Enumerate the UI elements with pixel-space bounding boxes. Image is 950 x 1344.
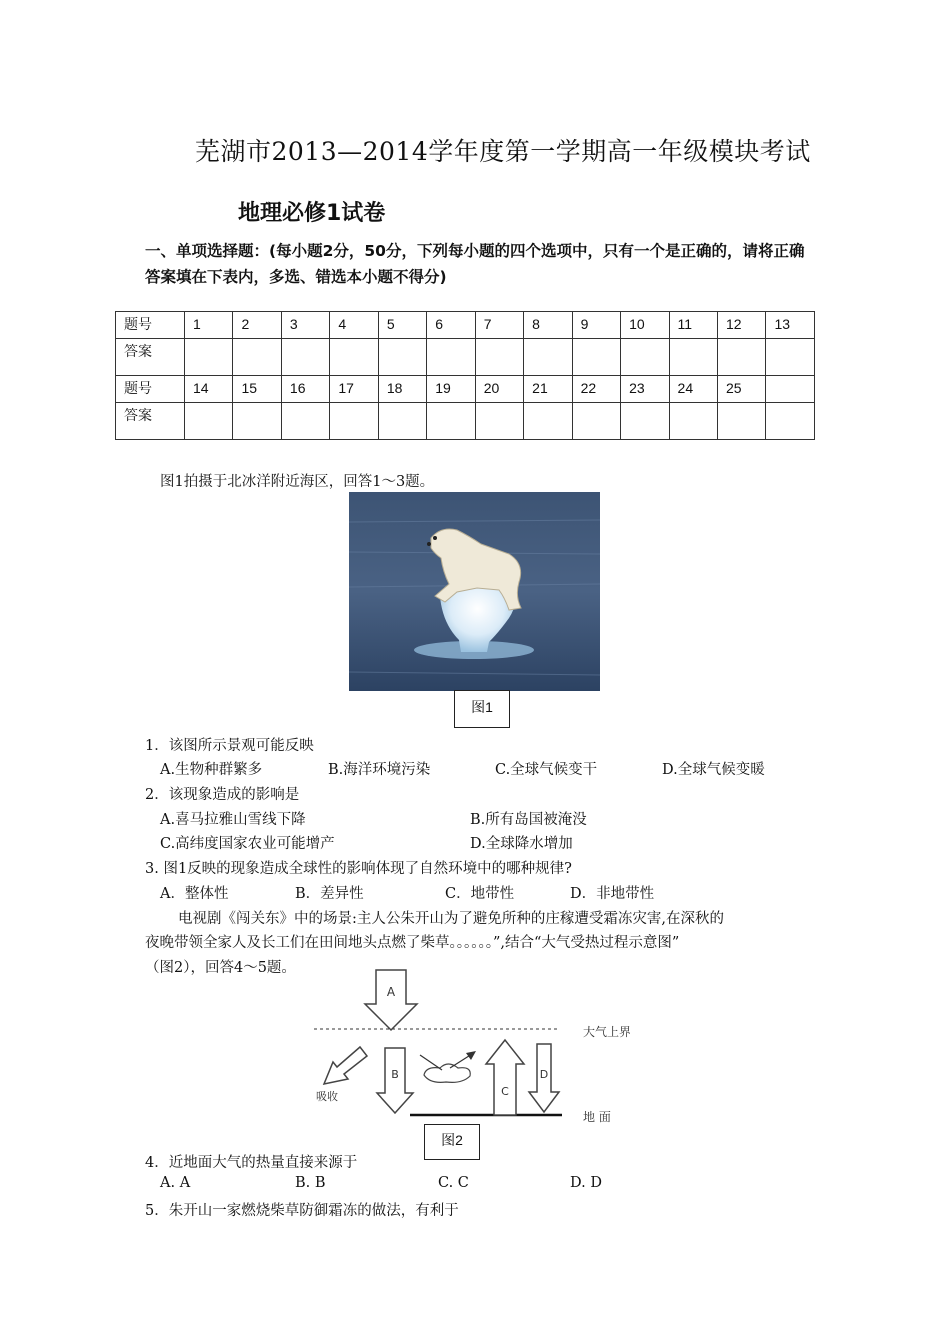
question-1-option-a[interactable]: A.生物种群繁多 (160, 762, 263, 778)
polar-bear-photo (349, 492, 600, 691)
exam-title: 芜湖市2013—2014学年度第一学期高一年级模块考试 (195, 137, 811, 166)
question-number-cell: 7 (475, 312, 523, 339)
table-row-answers-1 (116, 339, 815, 376)
arrow-d (529, 1044, 559, 1112)
question-4-option-b[interactable]: B. B (295, 1175, 326, 1191)
question-number-cell: 10 (621, 312, 669, 339)
figure-1-caption: 图1 (454, 690, 510, 728)
section-1-instructions: 一、单项选择题：(每小题2分，50分，下列每小题的四个选项中，只有一个是正确的，请将正确答案填在下表内，多选、错选本小题不得分) (145, 242, 805, 286)
question-number-cell: 21 (524, 376, 572, 403)
answer-cell[interactable] (621, 339, 669, 376)
answer-cell[interactable] (717, 339, 765, 376)
question-number-cell: 5 (378, 312, 426, 339)
question-number-cell: 3 (281, 312, 329, 339)
row-label-question: 题号 (116, 312, 185, 339)
passage-line-2: 夜晚带领全家人及长工们在田间地头点燃了柴草。。。。。。”,结合“大气受热过程示意图” (145, 935, 680, 951)
answer-cell[interactable] (233, 403, 281, 440)
answer-cell[interactable] (669, 403, 717, 440)
question-number-cell: 13 (766, 312, 815, 339)
answer-cell[interactable] (766, 403, 815, 440)
passage-line-1: 电视剧《闯关东》中的场景:主人公朱开山为了避免所种的庄稼遭受霜冻灾害,在深秋的 (178, 911, 724, 927)
answer-cell[interactable] (621, 403, 669, 440)
question-number-cell: 25 (717, 376, 765, 403)
answer-cell[interactable] (185, 403, 233, 440)
answer-cell[interactable] (766, 339, 815, 376)
answer-cell[interactable] (185, 339, 233, 376)
answer-cell[interactable] (378, 339, 426, 376)
question-5-stem: 5．朱开山一家燃烧柴草防御霜冻的做法，有利于 (145, 1203, 459, 1219)
question-1-option-c[interactable]: C.全球气候变干 (495, 762, 598, 778)
answer-cell[interactable] (427, 403, 475, 440)
answer-cell[interactable] (524, 339, 572, 376)
question-3-option-c[interactable]: C．地带性 (445, 886, 515, 902)
question-number-cell: 6 (427, 312, 475, 339)
question-number-cell: 18 (378, 376, 426, 403)
ground-label: 地 面 (583, 1110, 611, 1124)
row-label-answer: 答案 (116, 403, 185, 440)
question-3-option-a[interactable]: A．整体性 (160, 886, 229, 902)
question-number-cell: 20 (475, 376, 523, 403)
question-1-stem: 1．该图所示景观可能反映 (145, 738, 314, 754)
question-number-cell (766, 376, 815, 403)
question-4-stem: 4．近地面大气的热量直接来源于 (145, 1155, 358, 1171)
arrow-d-label: D (539, 1068, 549, 1081)
question-1-option-d[interactable]: D.全球气候变暖 (662, 762, 765, 778)
arrow-b-label: B (391, 1068, 399, 1081)
answer-cell[interactable] (572, 339, 620, 376)
cloud-icon (424, 1064, 470, 1082)
answer-cell[interactable] (669, 339, 717, 376)
question-number-cell: 19 (427, 376, 475, 403)
question-4-option-d[interactable]: D. D (570, 1175, 602, 1191)
answer-cell[interactable] (524, 403, 572, 440)
answer-cell[interactable] (233, 339, 281, 376)
answer-cell[interactable] (281, 403, 329, 440)
question-number-cell: 16 (281, 376, 329, 403)
atmosphere-top-label: 大气上界 (583, 1025, 630, 1039)
question-number-cell: 11 (669, 312, 717, 339)
row-label-answer: 答案 (116, 339, 185, 376)
question-1-option-b[interactable]: B.海洋环境污染 (328, 762, 431, 778)
question-number-cell: 15 (233, 376, 281, 403)
atmosphere-heating-diagram (300, 968, 630, 1132)
table-row-question-numbers-1 (116, 312, 815, 339)
answer-cell[interactable] (330, 403, 378, 440)
arrow-c (486, 1040, 524, 1115)
question-number-cell: 22 (572, 376, 620, 403)
question-4-option-a[interactable]: A. A (160, 1175, 191, 1191)
question-3-stem: 3. 图1反映的现象造成全球性的影响体现了自然环境中的哪种规律? (145, 861, 572, 877)
question-2-option-c[interactable]: C.高纬度国家农业可能增产 (160, 836, 335, 852)
absorb-label: 吸收 (316, 1090, 338, 1103)
answer-cell[interactable] (475, 339, 523, 376)
figure-2-caption: 图2 (424, 1124, 480, 1160)
row-label-question: 题号 (116, 376, 185, 403)
answer-cell[interactable] (717, 403, 765, 440)
arrow-absorb (324, 1047, 367, 1084)
answer-cell[interactable] (281, 339, 329, 376)
table-row-question-numbers-2 (116, 376, 815, 403)
arrow-b (377, 1048, 413, 1113)
answer-table (115, 311, 815, 440)
question-number-cell: 8 (524, 312, 572, 339)
question-3-option-d[interactable]: D．非地带性 (570, 886, 655, 902)
question-4-option-c[interactable]: C. C (438, 1175, 469, 1191)
question-2-option-d[interactable]: D.全球降水增加 (470, 836, 573, 852)
question-number-cell: 2 (233, 312, 281, 339)
question-3-option-b[interactable]: B．差异性 (295, 886, 364, 902)
question-2-stem: 2．该现象造成的影响是 (145, 787, 300, 803)
answer-cell[interactable] (572, 403, 620, 440)
exam-subtitle: 地理必修1试卷 (238, 201, 386, 226)
question-number-cell: 24 (669, 376, 717, 403)
question-number-cell: 1 (185, 312, 233, 339)
arrow-c-label: C (501, 1085, 509, 1098)
arrow-a (365, 970, 417, 1030)
table-row-answers-2 (116, 403, 815, 440)
figure-1-intro: 图1拍摄于北冰洋附近海区，回答1～3题。 (160, 474, 435, 490)
question-number-cell: 12 (717, 312, 765, 339)
answer-cell[interactable] (475, 403, 523, 440)
question-2-option-a[interactable]: A.喜马拉雅山雪线下降 (160, 812, 306, 828)
question-number-cell: 14 (185, 376, 233, 403)
question-number-cell: 9 (572, 312, 620, 339)
ray-arrowhead (466, 1051, 476, 1060)
question-number-cell: 17 (330, 376, 378, 403)
arrow-a-label: A (386, 985, 396, 999)
answer-cell[interactable] (427, 339, 475, 376)
passage-line-3: （图2），回答4～5题。 (145, 960, 296, 976)
question-number-cell: 4 (330, 312, 378, 339)
question-2-option-b[interactable]: B.所有岛国被淹没 (470, 812, 587, 828)
answer-cell[interactable] (378, 403, 426, 440)
question-number-cell: 23 (621, 376, 669, 403)
answer-cell[interactable] (330, 339, 378, 376)
